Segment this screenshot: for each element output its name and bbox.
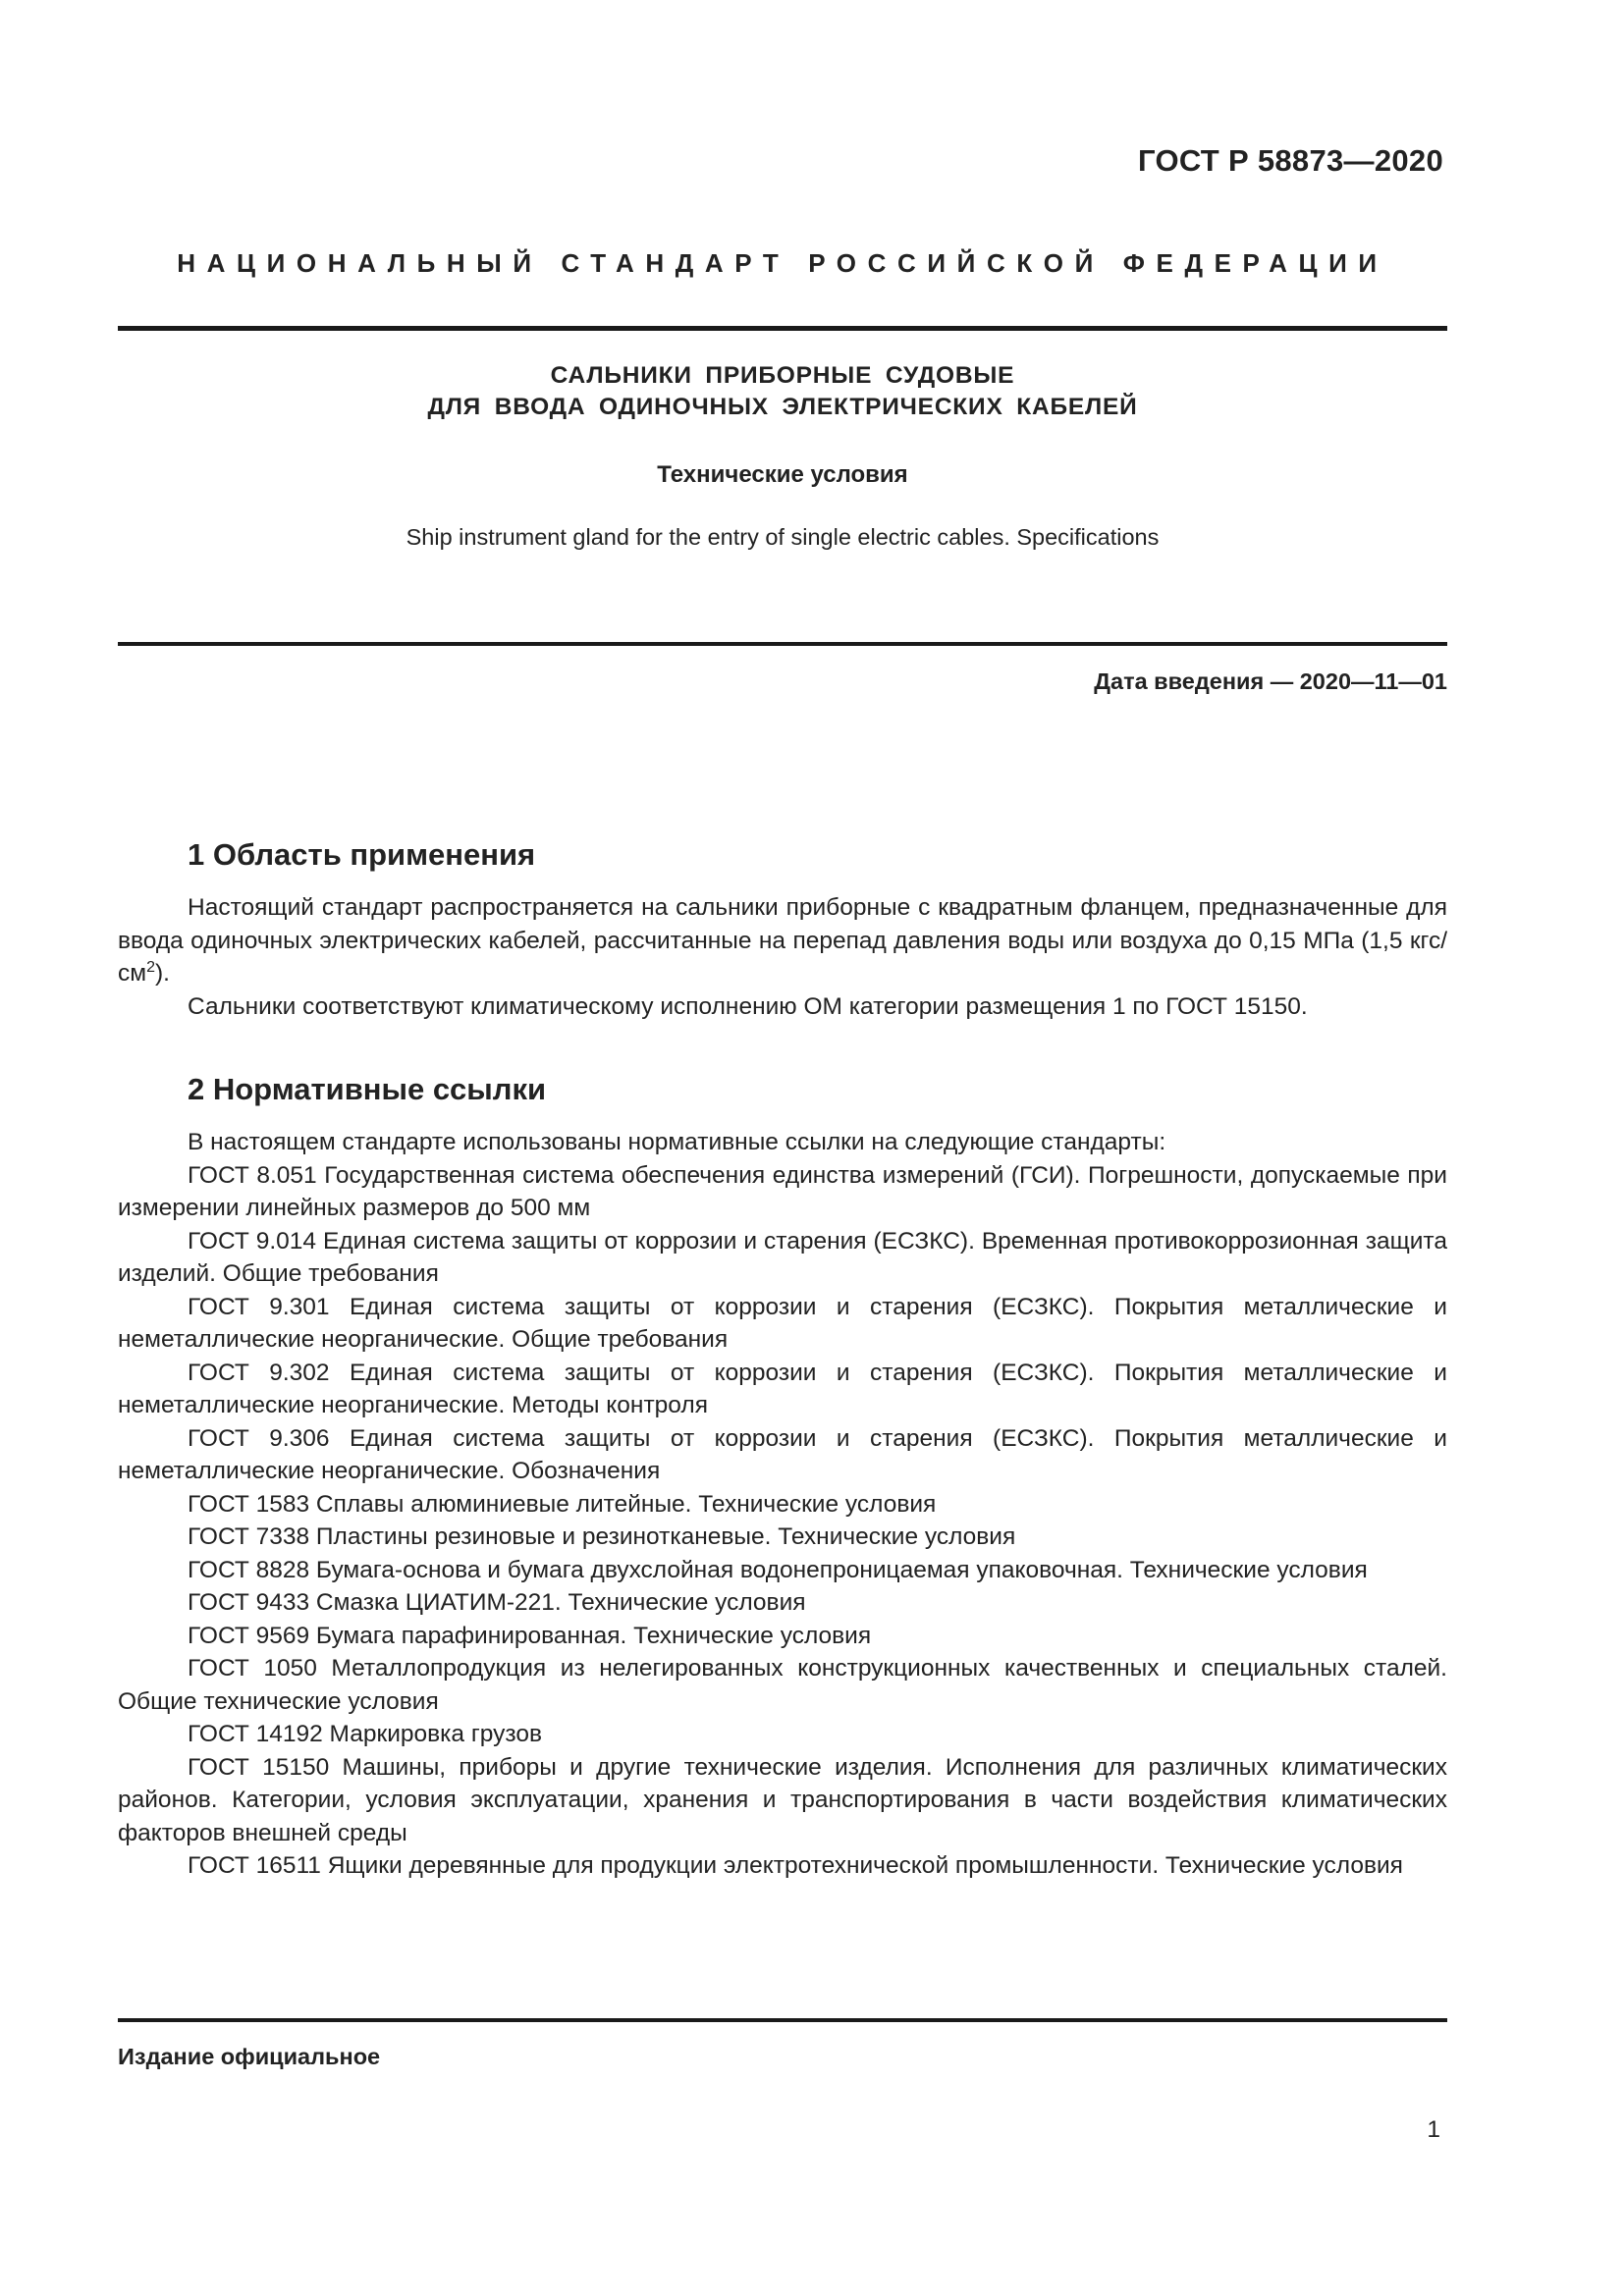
reference-paragraph: ГОСТ 9.302 Единая система защиты от коррозии и старения (ЕСЗКС). Покрытия металлические и неметаллические неорганические. Методы контроля (118, 1359, 1447, 1418)
introduction-date: Дата введения — 2020—11—01 (1094, 668, 1447, 694)
document-title-line-1: САЛЬНИКИ ПРИБОРНЫЕ СУДОВЫЕ (550, 362, 1015, 389)
document-title-line-2: ДЛЯ ВВОДА ОДИНОЧНЫХ ЭЛЕКТРИЧЕСКИХ КАБЕЛЕЙ (427, 394, 1138, 420)
reference-paragraph: ГОСТ 16511 Ящики деревянные для продукции электротехнической промышленности. Технические условия (188, 1852, 1403, 1879)
document-subtitle: Технические условия (657, 461, 908, 488)
reference-paragraph: ГОСТ 1583 Сплавы алюминиевые литейные. Технические условия (188, 1490, 937, 1518)
reference-paragraph: ГОСТ 1050 Металлопродукция из нелегированных конструкционных качественных и специальных сталей. Общие технические условия (118, 1655, 1447, 1715)
reference-paragraph: ГОСТ 9433 Смазка ЦИАТИМ-221. Технические условия (188, 1589, 806, 1616)
section-2-heading: 2 Нормативные ссылки (188, 1072, 547, 1106)
section-1-paragraph-1: Настоящий стандарт распространяется на сальники приборные с квадратным фланцем, предназначенные для ввода одиночных электрических кабелей, рассчитанные на перепад давления воды или воздуха до 0,15 МПа (1,5 кгс/$см^2$). (118, 894, 1447, 987)
page-number: 1 (1427, 2116, 1440, 2143)
reference-paragraph: ГОСТ 8.051 Государственная система обеспечения единства измерений (ГСИ). Погрешности, допускаемые при измерении линейных размеров до 500 мм (118, 1161, 1447, 1221)
reference-paragraph: ГОСТ 8828 Бумага-основа и бумага двухслойная водонепроницаемая упаковочная. Технические условия (188, 1556, 1368, 1583)
reference-paragraph: ГОСТ 9569 Бумага парафинированная. Технические условия (188, 1622, 872, 1649)
section-1-body (118, 891, 1447, 1023)
section-1-heading: 1 Область применения (188, 837, 536, 872)
reference-paragraph: ГОСТ 9.306 Единая система защиты от коррозии и старения (ЕСЗКС). Покрытия металлические и неметаллические неорганические. Обозначения (118, 1424, 1447, 1484)
section-2-body (118, 1126, 1447, 1883)
document-number: ГОСТ Р 58873—2020 (1138, 143, 1443, 178)
section-1-paragraph-2: Сальники соответствуют климатическому исполнению ОМ категории размещения 1 по ГОСТ 15150. (188, 992, 1308, 1020)
reference-paragraph: ГОСТ 9.014 Единая система защиты от коррозии и старения (ЕСЗКС). Временная противокоррозионная защита изделий. Общие требования (118, 1227, 1447, 1287)
top-divider (118, 326, 1447, 331)
reference-paragraph: ГОСТ 15150 Машины, приборы и другие технические изделия. Исполнения для различных климатических районов. Категории, условия эксплуатации, хранения и транспортирования в части воздействия климатических факторов внешней среды (118, 1753, 1447, 1846)
bottom-divider (118, 2018, 1447, 2022)
english-title: Ship instrument gland for the entry of single electric cables. Specifications (406, 524, 1160, 550)
reference-paragraph: ГОСТ 14192 Маркировка грузов (188, 1721, 542, 1747)
national-standard-title: НАЦИОНАЛЬНЫЙ СТАНДАРТ РОССИЙСКОЙ ФЕДЕРАЦИИ (177, 248, 1388, 278)
official-edition-label: Издание официальное (118, 2044, 381, 2069)
middle-divider (118, 642, 1447, 646)
reference-paragraph: В настоящем стандарте использованы нормативные ссылки на следующие стандарты: (188, 1129, 1166, 1155)
reference-paragraph: ГОСТ 7338 Пластины резиновые и резинотканевые. Технические условия (188, 1523, 1016, 1550)
reference-paragraph: ГОСТ 9.301 Единая система защиты от коррозии и старения (ЕСЗКС). Покрытия металлические и неметаллические неорганические. Общие требования (118, 1293, 1447, 1353)
